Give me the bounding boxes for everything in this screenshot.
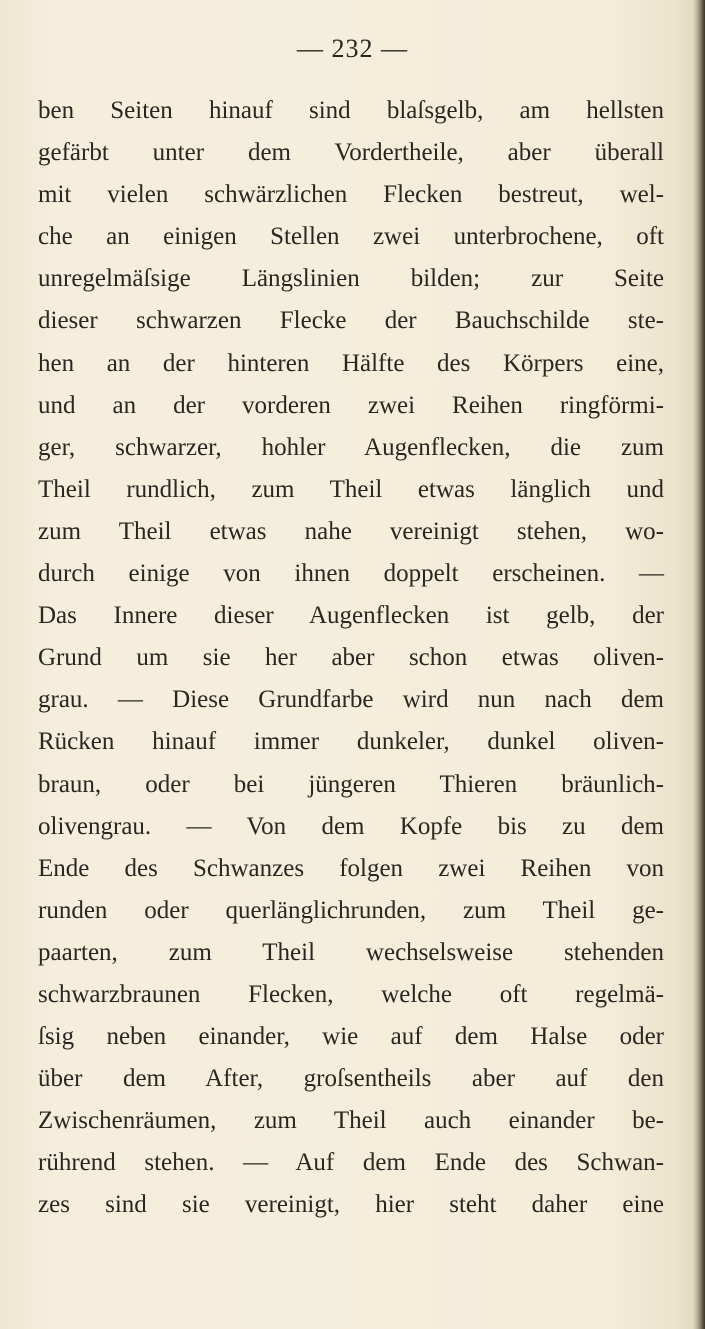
page-edge-shadow — [693, 0, 705, 1329]
text-line: Das Innere dieser Augenflecken ist gelb, der — [38, 602, 664, 630]
text-line: braun, oder bei jüngeren Thieren bräunlich- — [38, 770, 664, 798]
text-line: grau. — Diese Grundfarbe wird nun nach dem — [38, 686, 664, 714]
text-line: gefärbt unter dem Vordertheile, aber überall — [38, 139, 664, 167]
text-line: Ende des Schwanzes folgen zwei Reihen von — [38, 854, 664, 882]
text-line: dieser schwarzen Flecke der Bauchschilde ste- — [38, 307, 664, 335]
text-line: ben Seiten hinauf sind blaſsgelb, am hellsten — [38, 97, 664, 124]
text-line: über dem After, groſsentheils aber auf den — [38, 1065, 664, 1093]
text-line: unregelmäſsige Längslinien bilden; zur Seite — [38, 265, 664, 293]
text-line: paarten, zum Theil wechselsweise stehenden — [38, 938, 664, 966]
text-line: mit vielen schwärzlichen Flecken bestreut, wel- — [38, 181, 664, 209]
text-line: olivengrau. — Von dem Kopfe bis zu dem — [38, 812, 664, 840]
body-text — [38, 90, 664, 1227]
text-line: schwarzbraunen Flecken, welche oft regelmä- — [38, 980, 664, 1008]
text-line: zes sind sie vereinigt, hier steht daher eine — [38, 1191, 664, 1219]
text-line: hen an der hinteren Hälfte des Körpers eine, — [38, 349, 664, 377]
text-line: Zwischenräumen, zum Theil auch einander be- — [38, 1107, 664, 1135]
text-line: ger, schwarzer, hohler Augenflecken, die zum — [38, 433, 664, 461]
text-line: runden oder querlänglichrunden, zum Theil ge- — [38, 896, 664, 924]
text-line: und an der vorderen zwei Reihen ringförmi- — [38, 391, 664, 419]
page-number: — 232 — — [297, 34, 408, 63]
text-line: Theil rundlich, zum Theil etwas länglich und — [38, 475, 664, 503]
text-line: durch einige von ihnen doppelt erscheinen. — — [38, 560, 664, 588]
text-line: Rücken hinauf immer dunkeler, dunkel oliven- — [38, 728, 664, 756]
text-line: ſsig neben einander, wie auf dem Halse oder — [38, 1023, 664, 1051]
text-line: che an einigen Stellen zwei unterbrochene, oft — [38, 223, 664, 251]
text-line: rührend stehen. — Auf dem Ende des Schwan- — [38, 1149, 664, 1177]
text-line: Grund um sie her aber schon etwas oliven- — [38, 644, 664, 672]
text-line: zum Theil etwas nahe vereinigt stehen, wo- — [38, 517, 664, 545]
